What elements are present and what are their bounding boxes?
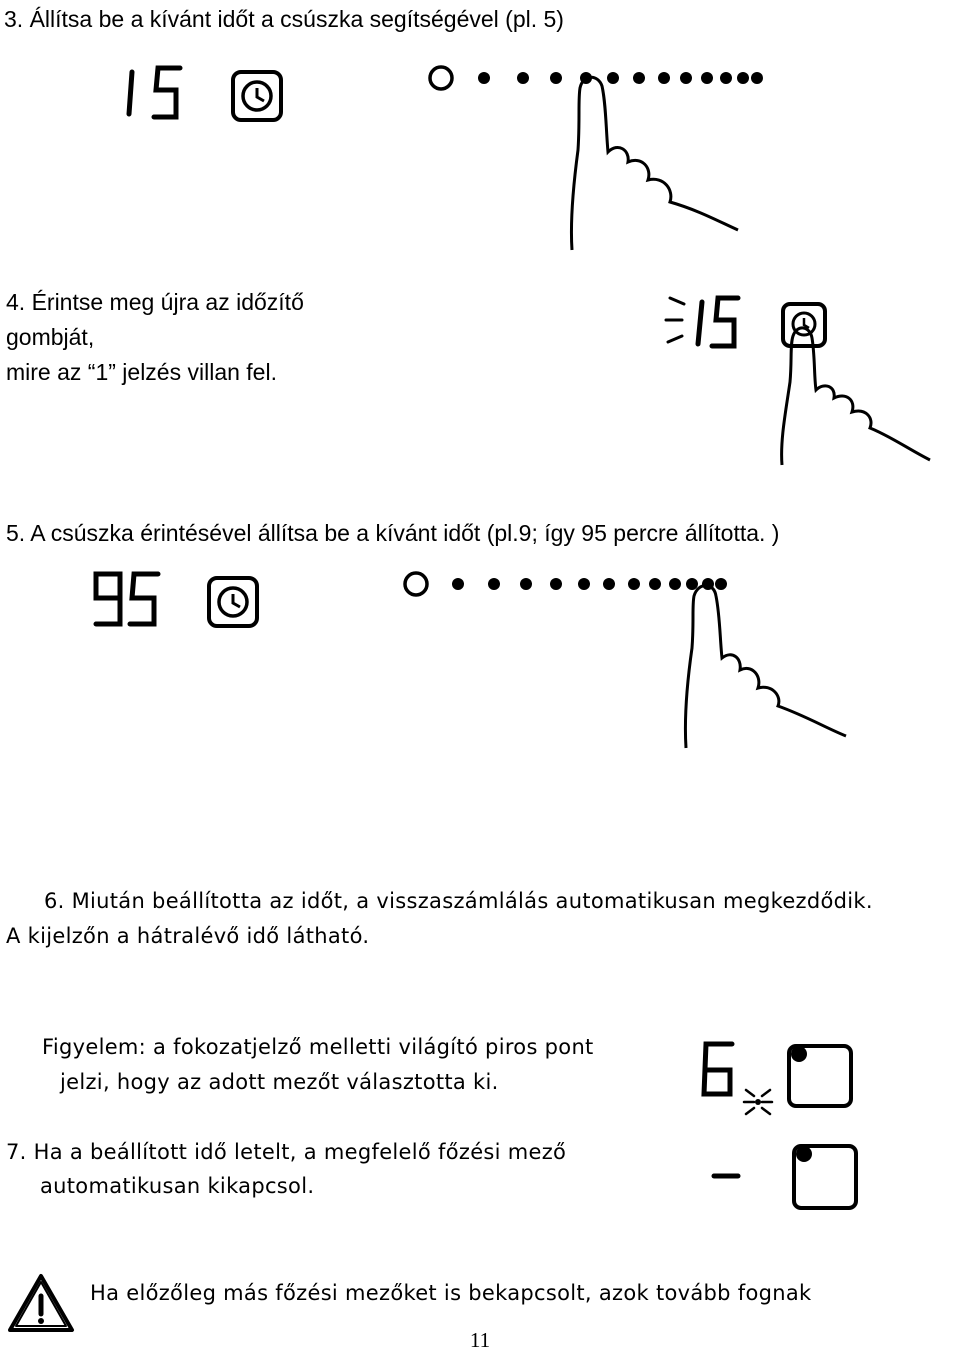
page-number: 11 — [469, 1328, 491, 1352]
step-6-line-1: 6. Miután beállította az időt, a visszaszámlálás automatikusan megkezdődik. — [44, 889, 873, 913]
slider-with-finger-1 — [420, 60, 780, 260]
step-7-line-1: 7. Ha a beállított idő letelt, a megfelelő főzési mező — [6, 1140, 567, 1164]
fig3-digits-label: 95 — [88, 568, 90, 569]
step-6-line-2: A kijelzőn a hátralévő idő látható. — [6, 924, 370, 948]
step-4-line-2: gombját, — [6, 324, 95, 350]
clock-icon — [228, 68, 288, 124]
fig5-digit-label: - — [706, 1138, 707, 1139]
fig4-digit-label: 6 — [696, 1038, 697, 1039]
warning-icon — [6, 1272, 76, 1336]
zone-indicator-6 — [696, 1038, 860, 1118]
step-7-line-2: automatikusan kikapcsol. — [40, 1174, 315, 1198]
finger-icon — [782, 328, 930, 465]
slider-with-finger-2 — [396, 566, 856, 756]
step-3-text: 3. Állítsa be a kívánt időt a csúszka segítségével (pl. 5) — [4, 6, 564, 32]
clock-icon — [204, 574, 264, 630]
note-line-2: jelzi, hogy az adott mezőt választotta ki. — [60, 1070, 499, 1094]
step-4-line-3: mire az “1” jelzés villan fel. — [6, 359, 277, 385]
fig2-digits-label: 15 — [662, 290, 664, 291]
finger-icon — [571, 77, 738, 250]
zone-indicator-off — [706, 1138, 866, 1216]
step-4-line-1: 4. Érintse meg újra az időzítő — [6, 289, 304, 315]
warning-text: Ha előzőleg más főzési mezőket is bekapcsolt, azok tovább fognak — [90, 1281, 812, 1305]
fig1-digits-label: 15 — [118, 62, 120, 63]
step-5-text: 5. A csúszka érintésével állítsa be a kívánt időt (pl.9; így 95 percre állította. ) — [6, 520, 780, 546]
note-line-1: Figyelem: a fokozatjelző melletti világító piros pont — [42, 1035, 594, 1059]
flashing-display-15 — [662, 290, 942, 470]
finger-icon — [685, 586, 846, 749]
